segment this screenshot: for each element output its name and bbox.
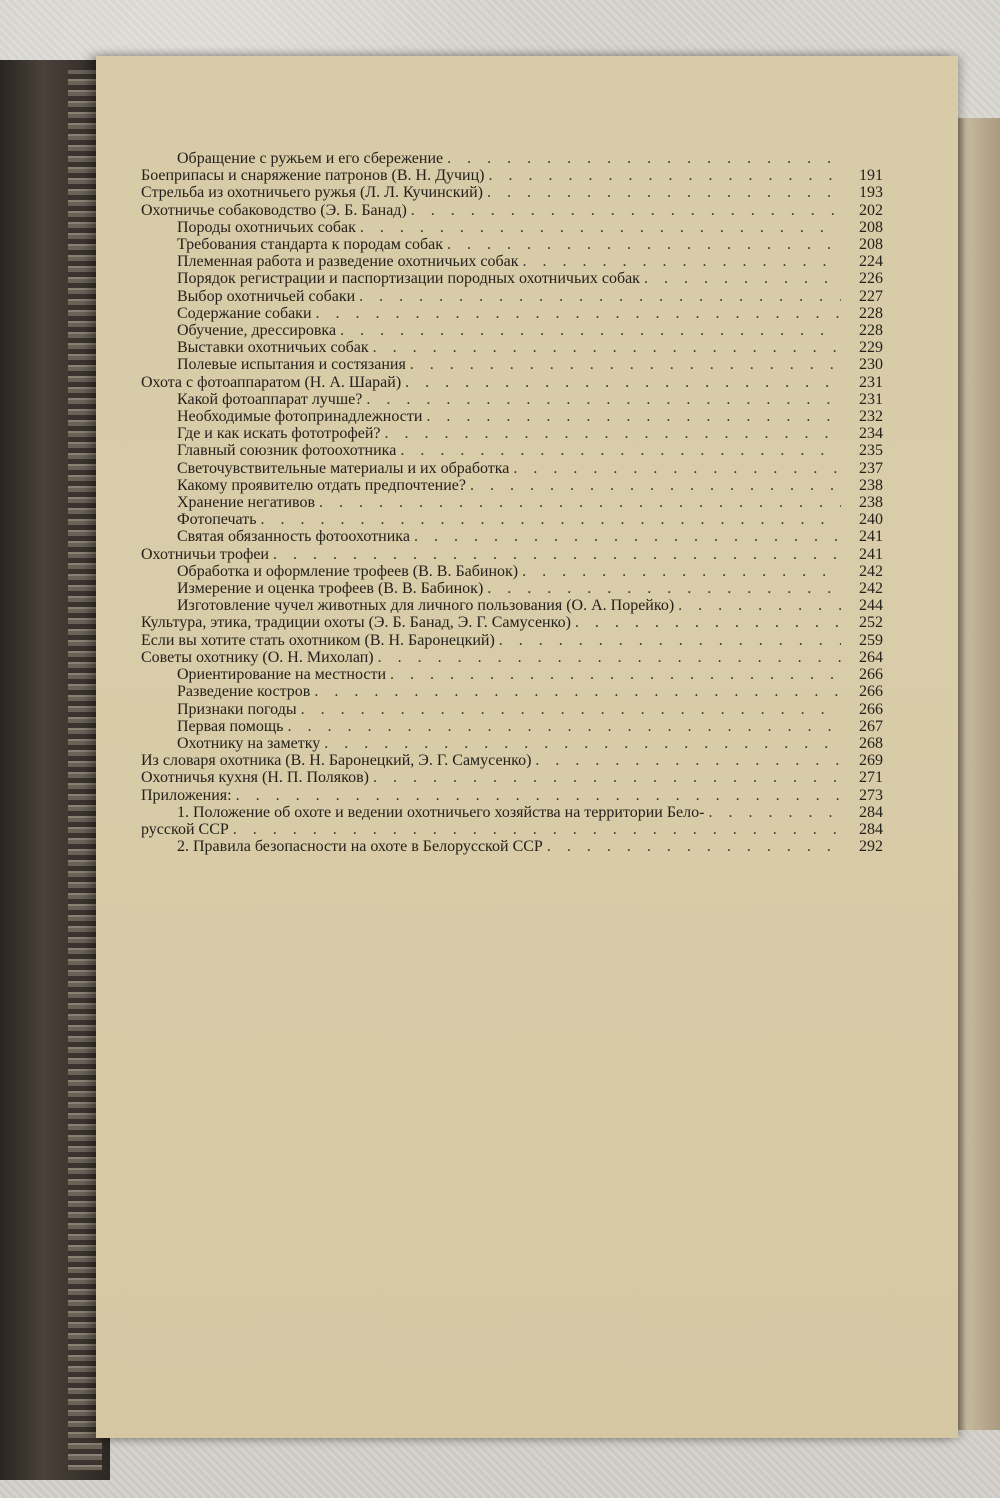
toc-leader-dots (390, 666, 841, 683)
toc-entry (141, 718, 883, 735)
toc-leader-dots (410, 356, 841, 373)
toc-entry-page-number: 208 (859, 236, 883, 254)
toc-entry (141, 150, 883, 167)
toc-entry-page-number: 266 (859, 666, 883, 684)
toc-leader-dots (487, 184, 841, 201)
toc-leader-dots (316, 305, 841, 322)
toc-entry-title: Культура, этика, традиции охоты (Э. Б. Банад, Э. Г. Самусенко) (141, 614, 571, 632)
toc-leader-dots (319, 494, 841, 511)
toc-entry (141, 322, 883, 339)
toc-entry (141, 219, 883, 236)
toc-entry-title: Необходимые фотопринадлежности (177, 408, 423, 426)
toc-entry (141, 442, 883, 459)
toc-entry (141, 735, 883, 752)
toc-entry-title: русской ССР (141, 820, 229, 838)
toc-entry-page-number: 266 (859, 700, 883, 718)
toc-entry (141, 787, 883, 804)
toc-entry-title: Светочувствительные материалы и их обработка (177, 459, 510, 477)
toc-leader-dots (575, 614, 841, 631)
toc-entry (141, 614, 883, 631)
toc-entry (141, 202, 883, 219)
toc-entry-page-number: 242 (859, 580, 883, 598)
toc-entry-title: 1. Положение об охоте и ведении охотничьего хозяйства на территории Бело- (177, 803, 705, 821)
toc-entry-page-number: 230 (859, 356, 883, 374)
toc-entry-title: Главный союзник фотоохотника (177, 442, 397, 460)
toc-entry-page-number: 244 (859, 597, 883, 615)
toc-entry-title: Если вы хотите стать охотником (В. Н. Баронецкий) (141, 631, 495, 649)
toc-entry-title: Признаки погоды (177, 700, 297, 718)
toc-leader-dots (489, 167, 841, 184)
toc-entry-page-number: 242 (859, 562, 883, 580)
toc-leader-dots (411, 202, 841, 219)
toc-leader-dots (301, 701, 841, 718)
toc-entry-title: Охотничьи трофеи (141, 545, 269, 563)
toc-entry (141, 305, 883, 322)
toc-entry-title: Охотничья кухня (Н. П. Поляков) (141, 769, 369, 787)
toc-entry-title: Требования стандарта к породам собак (177, 236, 443, 254)
toc-entry-title: Полевые испытания и состязания (177, 356, 406, 374)
toc-entry (141, 649, 883, 666)
toc-entry (141, 752, 883, 769)
toc-entry-title: Обучение, дрессировка (177, 322, 337, 340)
toc-entry (141, 391, 883, 408)
toc-entry (141, 563, 883, 580)
toc-leader-dots (261, 511, 842, 528)
toc-entry-page-number: 264 (859, 648, 883, 666)
toc-leader-dots (314, 683, 841, 700)
toc-leader-dots (523, 253, 842, 270)
toc-entry-title: Выставки охотничьих собак (177, 339, 369, 357)
toc-entry-page-number: 259 (859, 631, 883, 649)
toc-entry (141, 477, 883, 494)
toc-entry-title: Племенная работа и разведение охотничьих собак (177, 253, 519, 271)
toc-entry-page-number: 234 (859, 425, 883, 443)
toc-entry-page-number: 228 (859, 304, 883, 322)
toc-entry (141, 632, 883, 649)
toc-leader-dots (447, 150, 841, 167)
toc-entry-title: Стрельба из охотничьего ружья (Л. Л. Кучинский) (141, 184, 483, 202)
toc-entry-page-number: 268 (859, 734, 883, 752)
toc-entry (141, 167, 883, 184)
toc-entry-title: Охотнику на заметку (177, 734, 321, 752)
toc-leader-dots (324, 735, 841, 752)
toc-leader-dots (340, 322, 841, 339)
toc-entry-page-number: 269 (859, 752, 883, 770)
toc-leader-dots (359, 288, 841, 305)
toc-entry (141, 580, 883, 597)
toc-leader-dots (236, 787, 841, 804)
toc-entry-title: Обработка и оформление трофеев (В. В. Бабинок) (177, 562, 519, 580)
toc-entry-page-number: 191 (859, 167, 883, 185)
toc-entry-title: Разведение костров (177, 683, 311, 701)
toc-leader-dots (405, 374, 841, 391)
toc-entry (141, 425, 883, 442)
toc-entry (141, 356, 883, 373)
toc-entry (141, 821, 883, 838)
toc-entry (141, 494, 883, 511)
toc-leader-dots (414, 528, 841, 545)
toc-entry-page-number: 228 (859, 322, 883, 340)
toc-leader-dots (378, 649, 841, 666)
toc-entry (141, 838, 883, 855)
toc-entry-page-number: 227 (859, 287, 883, 305)
toc-entry-title: Советы охотнику (О. Н. Михолап) (141, 648, 374, 666)
book-cover-right-edge (952, 118, 1000, 1430)
toc-entry-title: Боеприпасы и снаряжение патронов (В. Н. Дучиц) (141, 167, 485, 185)
toc-entry-page-number: 273 (859, 786, 883, 804)
toc-entry-title: Измерение и оценка трофеев (В. В. Бабинок) (177, 580, 484, 598)
toc-entry (141, 528, 883, 545)
toc-entry-page-number: 231 (859, 373, 883, 391)
toc-entry (141, 683, 883, 700)
toc-entry-title: Фотопечать (177, 511, 257, 529)
toc-entry (141, 184, 883, 201)
toc-entry-title: Первая помощь (177, 717, 284, 735)
toc-entry-page-number: 202 (859, 201, 883, 219)
toc-entry-page-number: 267 (859, 717, 883, 735)
toc-leader-dots (513, 460, 841, 477)
toc-leader-dots (287, 718, 841, 735)
toc-entry-title: Какой фотоаппарат лучше? (177, 390, 363, 408)
toc-entry-title: Порядок регистрации и паспортизации породных охотничьих собак (177, 270, 640, 288)
toc-entry-page-number: 235 (859, 442, 883, 460)
toc-entry-title: Приложения: (141, 786, 232, 804)
toc-entry-title: Из словаря охотника (В. Н. Баронецкий, Э. Г. Самусенко) (141, 752, 532, 770)
table-of-contents (141, 150, 883, 855)
toc-entry-page-number: 238 (859, 494, 883, 512)
toc-entry-title: Охотничье собаководство (Э. Б. Банад) (141, 201, 407, 219)
toc-entry-title: Святая обязанность фотоохотника (177, 528, 410, 546)
toc-leader-dots (522, 563, 841, 580)
toc-entry-page-number: 284 (859, 803, 883, 821)
toc-entry-title: Породы охотничьих собак (177, 218, 356, 236)
toc-entry-title: Хранение негативов (177, 494, 316, 512)
toc-leader-dots (470, 477, 841, 494)
toc-entry-title: Какому проявителю отдать предпочтение? (177, 476, 467, 494)
toc-leader-dots (487, 580, 841, 597)
toc-entry-title: Ориентирование на местности (177, 666, 387, 684)
toc-entry (141, 339, 883, 356)
toc-entry-title: 2. Правила безопасности на охоте в Белорусской ССР (177, 838, 543, 856)
toc-entry (141, 460, 883, 477)
toc-leader-dots (535, 752, 841, 769)
toc-entry-title: Изготовление чучел животных для личного пользования (О. А. Порейко) (177, 597, 675, 615)
toc-leader-dots (373, 769, 841, 786)
toc-leader-dots (708, 804, 841, 821)
toc-leader-dots (273, 546, 841, 563)
toc-entry (141, 769, 883, 786)
toc-leader-dots (678, 597, 841, 614)
toc-entry-page-number: 292 (859, 838, 883, 856)
toc-entry-title: Где и как искать фототрофей? (177, 425, 381, 443)
toc-entry-page-number: 237 (859, 459, 883, 477)
toc-entry (141, 288, 883, 305)
toc-leader-dots (547, 838, 841, 855)
toc-leader-dots (373, 339, 841, 356)
toc-entry-title: Выбор охотничьей собаки (177, 287, 356, 305)
toc-entry (141, 597, 883, 614)
toc-leader-dots (426, 408, 841, 425)
toc-leader-dots (366, 391, 841, 408)
toc-entry-page-number: 231 (859, 390, 883, 408)
toc-leader-dots (499, 632, 841, 649)
toc-entry (141, 374, 883, 391)
toc-entry-page-number: 252 (859, 614, 883, 632)
toc-entry (141, 701, 883, 718)
toc-entry-page-number: 271 (859, 769, 883, 787)
toc-entry-page-number: 208 (859, 218, 883, 236)
toc-entry (141, 546, 883, 563)
toc-entry-page-number: 229 (859, 339, 883, 357)
toc-entry (141, 236, 883, 253)
toc-entry (141, 270, 883, 287)
toc-entry (141, 666, 883, 683)
toc-entry-page-number: 266 (859, 683, 883, 701)
book-cover-left-edge (0, 60, 110, 1480)
toc-entry-page-number: 232 (859, 408, 883, 426)
toc-entry (141, 253, 883, 270)
toc-entry-page-number: 193 (859, 184, 883, 202)
toc-entry-title: Обращение с ружьем и его сбережение (177, 150, 444, 167)
toc-entry-page-number: 240 (859, 511, 883, 529)
toc-leader-dots (400, 442, 841, 459)
toc-entry-page-number: 224 (859, 253, 883, 271)
toc-leader-dots (233, 821, 841, 838)
toc-entry-title: Охота с фотоаппаратом (Н. А. Шарай) (141, 373, 402, 391)
toc-entry-page-number: 238 (859, 476, 883, 494)
toc-leader-dots (384, 425, 841, 442)
toc-leader-dots (644, 270, 841, 287)
toc-leader-dots (360, 219, 841, 236)
toc-leader-dots (447, 236, 841, 253)
toc-entry (141, 804, 883, 821)
toc-entry-page-number: 284 (859, 820, 883, 838)
toc-entry-page-number: 241 (859, 545, 883, 563)
toc-entry-page-number: 241 (859, 528, 883, 546)
toc-entry (141, 408, 883, 425)
toc-entry (141, 511, 883, 528)
toc-entry-page-number: 226 (859, 270, 883, 288)
toc-entry-title: Содержание собаки (177, 304, 312, 322)
